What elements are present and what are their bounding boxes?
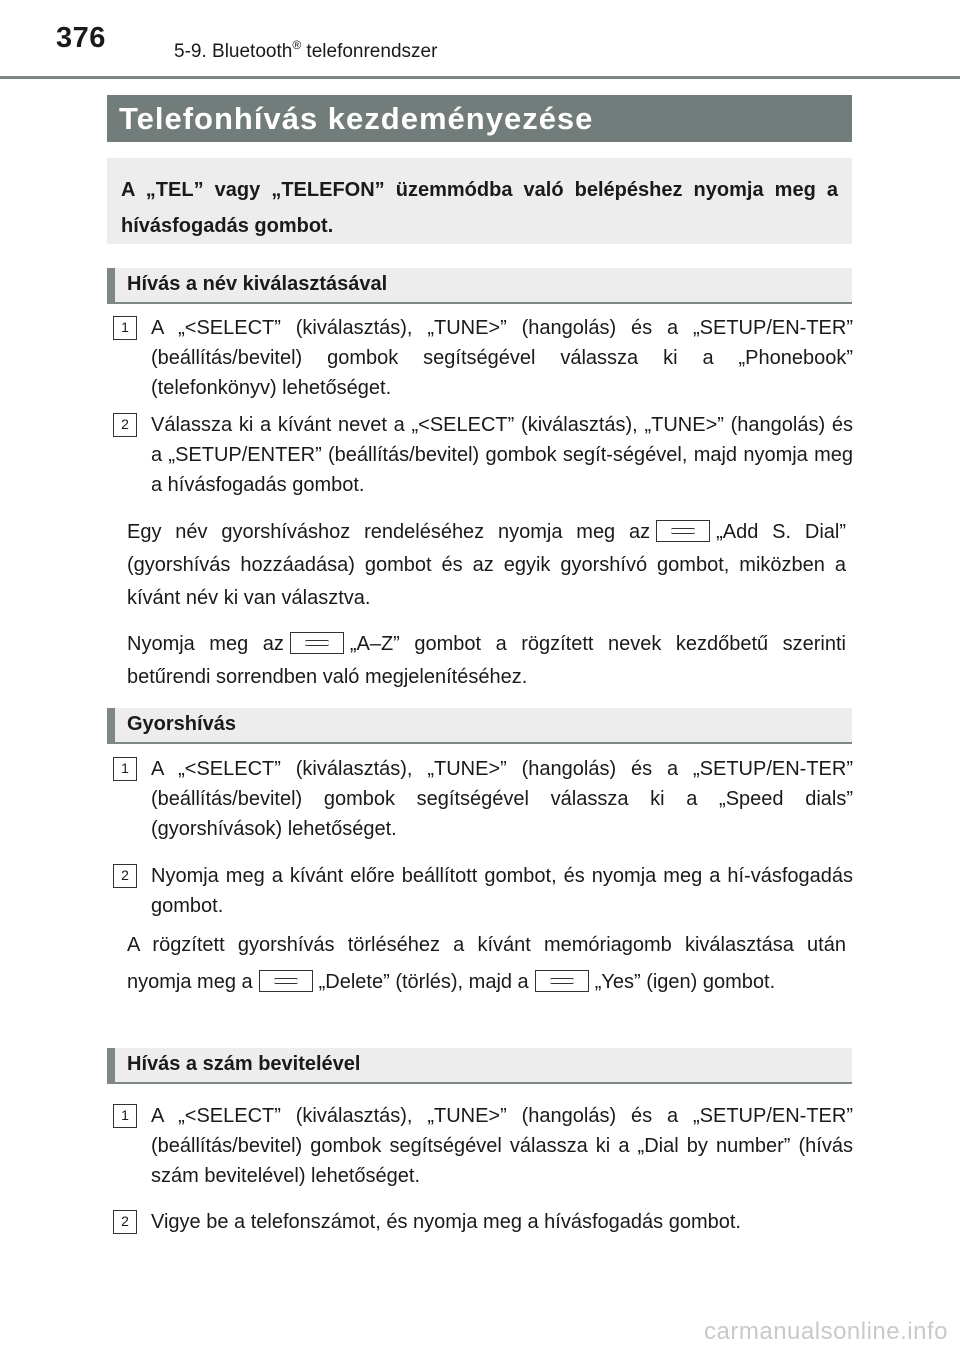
step-text: A „<SELECT” (kiválasztás), „TUNE>” (hangolás) és a „SETUP/EN-TER” (beállítás/bevitel) gombok segítségével válassza ki a „Dial by number” (hívás szám bevitelével) lehetőséget. xyxy=(151,1105,853,1187)
step-number: 2 xyxy=(113,1210,137,1234)
registered-mark: ® xyxy=(292,38,302,52)
screen-button-icon xyxy=(656,520,710,542)
screen-button-icon xyxy=(259,970,313,992)
section-heading-name-select: Hívás a név kiválasztásával xyxy=(107,268,852,304)
step-text: Válassza ki a kívánt nevet a „<SELECT” (kiválasztás), „TUNE>” (hangolás) és a „SETUP/ENTER” (beállítás/bevitel) gombok segít-ségével, majd nyomja meg a hívásfogadás gombot. xyxy=(151,414,853,496)
step-item xyxy=(113,861,853,921)
note-text: Egy név gyorshíváshoz rendeléséhez nyomja meg az xyxy=(127,521,651,543)
chapter-prefix: 5-9. Bluetooth xyxy=(174,41,293,62)
note-text: Nyomja meg az xyxy=(127,633,284,655)
section-title: Telefonhívás kezdeményezése xyxy=(107,95,852,142)
step-number: 1 xyxy=(113,316,137,340)
intro-box: A „TEL” vagy „TELEFON” üzemmódba való belépéshez nyomja meg a hívásfogadás gombot. xyxy=(107,158,852,244)
step-item xyxy=(113,410,853,500)
note-text: „Yes” (igen) gombot. xyxy=(594,971,776,993)
note-text: „Add S. Dial” (gyorshívás hozzáadása) gombot és az egyik gyorshívó gombot, miközben a kívánt név ki van választva. xyxy=(127,521,847,609)
chapter-title xyxy=(174,38,437,63)
chapter-suffix: telefonrendszer xyxy=(301,41,438,62)
step-item xyxy=(113,313,853,403)
note-text: A rögzített gyorshívás törléséhez a kívánt memóriagomb kiválasztása után nyomja meg a xyxy=(127,934,846,993)
step-item xyxy=(113,1207,853,1237)
section-heading-dial-number: Hívás a szám bevitelével xyxy=(107,1048,852,1084)
note-a-z xyxy=(127,628,846,694)
step-number: 1 xyxy=(113,1104,137,1128)
step-text: A „<SELECT” (kiválasztás), „TUNE>” (hangolás) és a „SETUP/EN-TER” (beállítás/bevitel) gombok segítségével válassza ki a „Phonebook” (telefonkönyv) lehetőséget. xyxy=(151,317,853,399)
screen-button-icon xyxy=(535,970,589,992)
page-number: 376 xyxy=(56,22,106,54)
step-number: 2 xyxy=(113,413,137,437)
step-item xyxy=(113,1101,853,1191)
note-delete-speed-dial xyxy=(127,927,846,1001)
note-text: „Delete” (törlés), majd a xyxy=(318,971,529,993)
watermark: carmanualsonline.info xyxy=(704,1318,948,1345)
section-heading-speed-dial: Gyorshívás xyxy=(107,708,852,744)
screen-button-icon xyxy=(290,632,344,654)
step-item xyxy=(113,754,853,844)
step-text: Vigye be a telefonszámot, és nyomja meg a hívásfogadás gombot. xyxy=(151,1211,741,1233)
step-number: 1 xyxy=(113,757,137,781)
step-text: A „<SELECT” (kiválasztás), „TUNE>” (hangolás) és a „SETUP/EN-TER” (beállítás/bevitel) gombok segítségével válassza ki a „Speed dials” (gyorshívások) lehetőséget. xyxy=(151,758,853,840)
step-text: Nyomja meg a kívánt előre beállított gombot, és nyomja meg a hí-vásfogadás gombot. xyxy=(151,865,853,917)
note-text: „A–Z” gombot a rögzített nevek kezdőbetű szerinti betűrendi sorrendben való megjelenítéséhez. xyxy=(127,633,846,688)
step-number: 2 xyxy=(113,864,137,888)
note-add-speed-dial xyxy=(127,516,846,615)
header-rule xyxy=(0,76,960,79)
